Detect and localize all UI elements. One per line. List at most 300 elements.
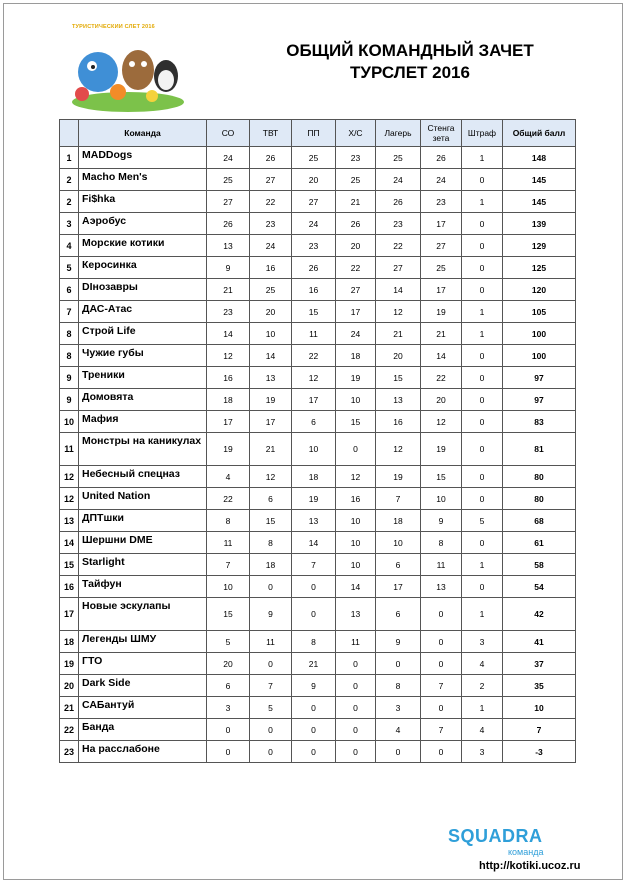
total-cell: 42 bbox=[503, 598, 576, 631]
place-cell: 16 bbox=[60, 576, 79, 598]
penalty-cell: 5 bbox=[462, 510, 503, 532]
hs-cell: 16 bbox=[336, 488, 376, 510]
hs-cell: 24 bbox=[336, 323, 376, 345]
stengazeta-cell: 10 bbox=[421, 488, 462, 510]
total-cell: 54 bbox=[503, 576, 576, 598]
hs-cell: 10 bbox=[336, 532, 376, 554]
tvt-cell: 0 bbox=[250, 741, 292, 763]
results-table bbox=[59, 119, 576, 763]
hs-cell: 10 bbox=[336, 510, 376, 532]
place-cell: 21 bbox=[60, 697, 79, 719]
hs-cell: 0 bbox=[336, 697, 376, 719]
place-cell: 11 bbox=[60, 433, 79, 466]
table-row bbox=[60, 345, 576, 367]
stengazeta-cell: 15 bbox=[421, 466, 462, 488]
tvt-cell: 0 bbox=[250, 653, 292, 675]
camp-cell: 20 bbox=[376, 345, 421, 367]
pp-cell: 0 bbox=[292, 576, 336, 598]
so-cell: 21 bbox=[207, 279, 250, 301]
stengazeta-cell: 11 bbox=[421, 554, 462, 576]
header-team: Команда bbox=[79, 120, 207, 147]
tvt-cell: 21 bbox=[250, 433, 292, 466]
place-cell: 14 bbox=[60, 532, 79, 554]
table-row bbox=[60, 191, 576, 213]
penalty-cell: 3 bbox=[462, 631, 503, 653]
tvt-cell: 13 bbox=[250, 367, 292, 389]
tvt-cell: 25 bbox=[250, 279, 292, 301]
total-cell: 100 bbox=[503, 323, 576, 345]
header-place bbox=[60, 120, 79, 147]
hs-cell: 19 bbox=[336, 367, 376, 389]
so-cell: 0 bbox=[207, 719, 250, 741]
header-camp: Лагерь bbox=[376, 120, 421, 147]
camp-cell: 15 bbox=[376, 367, 421, 389]
so-cell: 0 bbox=[207, 741, 250, 763]
place-cell: 2 bbox=[60, 191, 79, 213]
hs-cell: 17 bbox=[336, 301, 376, 323]
team-name-cell: На расслабоне bbox=[79, 741, 207, 763]
camp-cell: 7 bbox=[376, 488, 421, 510]
hs-cell: 25 bbox=[336, 169, 376, 191]
tvt-cell: 9 bbox=[250, 598, 292, 631]
camp-cell: 9 bbox=[376, 631, 421, 653]
stengazeta-cell: 17 bbox=[421, 279, 462, 301]
team-name-cell: Новые эскулапы bbox=[79, 598, 207, 631]
table-row bbox=[60, 433, 576, 466]
table-row bbox=[60, 213, 576, 235]
stengazeta-cell: 14 bbox=[421, 345, 462, 367]
camp-cell: 19 bbox=[376, 466, 421, 488]
camp-cell: 27 bbox=[376, 257, 421, 279]
so-cell: 24 bbox=[207, 147, 250, 169]
tvt-cell: 22 bbox=[250, 191, 292, 213]
tvt-cell: 6 bbox=[250, 488, 292, 510]
team-name-cell: MADDogs bbox=[79, 147, 207, 169]
place-cell: 5 bbox=[60, 257, 79, 279]
footer-url: http://kotiki.ucoz.ru bbox=[479, 860, 581, 872]
so-cell: 23 bbox=[207, 301, 250, 323]
team-name-cell: Небесный спецназ bbox=[79, 466, 207, 488]
team-name-cell: Строй Life bbox=[79, 323, 207, 345]
camp-cell: 6 bbox=[376, 598, 421, 631]
stengazeta-cell: 24 bbox=[421, 169, 462, 191]
tvt-cell: 17 bbox=[250, 411, 292, 433]
place-cell: 4 bbox=[60, 235, 79, 257]
penalty-cell: 0 bbox=[462, 213, 503, 235]
tvt-cell: 11 bbox=[250, 631, 292, 653]
camp-cell: 18 bbox=[376, 510, 421, 532]
so-cell: 11 bbox=[207, 532, 250, 554]
penalty-cell: 1 bbox=[462, 191, 503, 213]
tvt-cell: 23 bbox=[250, 213, 292, 235]
team-name-cell: Аэробус bbox=[79, 213, 207, 235]
squadra-logo: SQUADRA bbox=[448, 826, 543, 846]
total-cell: 105 bbox=[503, 301, 576, 323]
so-cell: 25 bbox=[207, 169, 250, 191]
table-row bbox=[60, 719, 576, 741]
pp-cell: 19 bbox=[292, 488, 336, 510]
penalty-cell: 2 bbox=[462, 675, 503, 697]
camp-cell: 14 bbox=[376, 279, 421, 301]
place-cell: 8 bbox=[60, 345, 79, 367]
stengazeta-cell: 27 bbox=[421, 235, 462, 257]
so-cell: 27 bbox=[207, 191, 250, 213]
squadra-logo-subtitle: команда bbox=[508, 847, 544, 857]
team-name-cell: САБантуй bbox=[79, 697, 207, 719]
camp-cell: 4 bbox=[376, 719, 421, 741]
pp-cell: 21 bbox=[292, 653, 336, 675]
tvt-cell: 5 bbox=[250, 697, 292, 719]
place-cell: 1 bbox=[60, 147, 79, 169]
camp-cell: 0 bbox=[376, 653, 421, 675]
camp-cell: 26 bbox=[376, 191, 421, 213]
hs-cell: 27 bbox=[336, 279, 376, 301]
place-cell: 12 bbox=[60, 488, 79, 510]
pp-cell: 20 bbox=[292, 169, 336, 191]
team-name-cell: ДПТшки bbox=[79, 510, 207, 532]
table-row bbox=[60, 169, 576, 191]
hs-cell: 10 bbox=[336, 554, 376, 576]
pp-cell: 6 bbox=[292, 411, 336, 433]
penalty-cell: 1 bbox=[462, 697, 503, 719]
total-cell: 125 bbox=[503, 257, 576, 279]
pp-cell: 25 bbox=[292, 147, 336, 169]
so-cell: 8 bbox=[207, 510, 250, 532]
camp-cell: 21 bbox=[376, 323, 421, 345]
results-table-body bbox=[60, 147, 576, 763]
stengazeta-cell: 20 bbox=[421, 389, 462, 411]
so-cell: 19 bbox=[207, 433, 250, 466]
team-name-cell: Легенды ШМУ bbox=[79, 631, 207, 653]
penalty-cell: 1 bbox=[462, 598, 503, 631]
team-name-cell: Dark Side bbox=[79, 675, 207, 697]
hs-cell: 14 bbox=[336, 576, 376, 598]
team-name-cell: Macho Men's bbox=[79, 169, 207, 191]
so-cell: 9 bbox=[207, 257, 250, 279]
table-row bbox=[60, 653, 576, 675]
camp-cell: 17 bbox=[376, 576, 421, 598]
total-cell: 58 bbox=[503, 554, 576, 576]
header-total: Общий балл bbox=[503, 120, 576, 147]
place-cell: 18 bbox=[60, 631, 79, 653]
so-cell: 14 bbox=[207, 323, 250, 345]
total-cell: 7 bbox=[503, 719, 576, 741]
pp-cell: 23 bbox=[292, 235, 336, 257]
header-hs: Х/С bbox=[336, 120, 376, 147]
team-name-cell: Мафия bbox=[79, 411, 207, 433]
hs-cell: 10 bbox=[336, 389, 376, 411]
total-cell: 41 bbox=[503, 631, 576, 653]
tvt-cell: 18 bbox=[250, 554, 292, 576]
penalty-cell: 1 bbox=[462, 323, 503, 345]
pp-cell: 15 bbox=[292, 301, 336, 323]
stengazeta-cell: 0 bbox=[421, 741, 462, 763]
table-row bbox=[60, 367, 576, 389]
team-name-cell: Банда bbox=[79, 719, 207, 741]
so-cell: 10 bbox=[207, 576, 250, 598]
stengazeta-cell: 0 bbox=[421, 697, 462, 719]
stengazeta-cell: 7 bbox=[421, 719, 462, 741]
table-row bbox=[60, 235, 576, 257]
stengazeta-cell: 19 bbox=[421, 433, 462, 466]
table-row bbox=[60, 598, 576, 631]
camp-cell: 0 bbox=[376, 741, 421, 763]
table-row bbox=[60, 279, 576, 301]
tvt-cell: 8 bbox=[250, 532, 292, 554]
camp-cell: 22 bbox=[376, 235, 421, 257]
hs-cell: 0 bbox=[336, 675, 376, 697]
header-tvt: ТВТ bbox=[250, 120, 292, 147]
total-cell: -3 bbox=[503, 741, 576, 763]
camp-cell: 6 bbox=[376, 554, 421, 576]
table-row bbox=[60, 532, 576, 554]
tvt-cell: 14 bbox=[250, 345, 292, 367]
team-name-cell: United Nation bbox=[79, 488, 207, 510]
event-logo bbox=[68, 22, 188, 114]
pp-cell: 0 bbox=[292, 697, 336, 719]
penalty-cell: 0 bbox=[462, 345, 503, 367]
pp-cell: 14 bbox=[292, 532, 336, 554]
place-cell: 7 bbox=[60, 301, 79, 323]
total-cell: 83 bbox=[503, 411, 576, 433]
table-row bbox=[60, 301, 576, 323]
pp-cell: 0 bbox=[292, 598, 336, 631]
pp-cell: 18 bbox=[292, 466, 336, 488]
table-row bbox=[60, 488, 576, 510]
tvt-cell: 24 bbox=[250, 235, 292, 257]
stengazeta-cell: 17 bbox=[421, 213, 462, 235]
penalty-cell: 0 bbox=[462, 433, 503, 466]
team-name-cell: Шершни DME bbox=[79, 532, 207, 554]
hs-cell: 26 bbox=[336, 213, 376, 235]
hs-cell: 13 bbox=[336, 598, 376, 631]
so-cell: 4 bbox=[207, 466, 250, 488]
table-row bbox=[60, 323, 576, 345]
table-row bbox=[60, 697, 576, 719]
table-row bbox=[60, 554, 576, 576]
team-name-cell: Starlight bbox=[79, 554, 207, 576]
stengazeta-cell: 9 bbox=[421, 510, 462, 532]
hs-cell: 22 bbox=[336, 257, 376, 279]
header-so: СО bbox=[207, 120, 250, 147]
penalty-cell: 0 bbox=[462, 235, 503, 257]
penalty-cell: 3 bbox=[462, 741, 503, 763]
penalty-cell: 0 bbox=[462, 367, 503, 389]
total-cell: 97 bbox=[503, 367, 576, 389]
place-cell: 10 bbox=[60, 411, 79, 433]
camp-cell: 13 bbox=[376, 389, 421, 411]
camp-cell: 8 bbox=[376, 675, 421, 697]
title-line-1: ОБЩИЙ КОМАНДНЫЙ ЗАЧЕТ bbox=[286, 41, 534, 60]
table-row bbox=[60, 741, 576, 763]
hs-cell: 11 bbox=[336, 631, 376, 653]
stengazeta-cell: 19 bbox=[421, 301, 462, 323]
place-cell: 9 bbox=[60, 389, 79, 411]
so-cell: 13 bbox=[207, 235, 250, 257]
header-stengazeta: Стенга зета bbox=[421, 120, 462, 147]
penalty-cell: 0 bbox=[462, 411, 503, 433]
pp-cell: 0 bbox=[292, 719, 336, 741]
so-cell: 26 bbox=[207, 213, 250, 235]
team-name-cell: DIнозавры bbox=[79, 279, 207, 301]
place-cell: 20 bbox=[60, 675, 79, 697]
total-cell: 100 bbox=[503, 345, 576, 367]
pp-cell: 27 bbox=[292, 191, 336, 213]
team-name-cell: ГТО bbox=[79, 653, 207, 675]
penalty-cell: 0 bbox=[462, 532, 503, 554]
hs-cell: 21 bbox=[336, 191, 376, 213]
tvt-cell: 0 bbox=[250, 576, 292, 598]
so-cell: 18 bbox=[207, 389, 250, 411]
tvt-cell: 10 bbox=[250, 323, 292, 345]
stengazeta-cell: 13 bbox=[421, 576, 462, 598]
table-row bbox=[60, 631, 576, 653]
penalty-cell: 0 bbox=[462, 466, 503, 488]
tvt-cell: 15 bbox=[250, 510, 292, 532]
total-cell: 80 bbox=[503, 466, 576, 488]
place-cell: 2 bbox=[60, 169, 79, 191]
tvt-cell: 20 bbox=[250, 301, 292, 323]
place-cell: 19 bbox=[60, 653, 79, 675]
camp-cell: 10 bbox=[376, 532, 421, 554]
pp-cell: 7 bbox=[292, 554, 336, 576]
hs-cell: 15 bbox=[336, 411, 376, 433]
total-cell: 129 bbox=[503, 235, 576, 257]
penalty-cell: 0 bbox=[462, 169, 503, 191]
so-cell: 16 bbox=[207, 367, 250, 389]
hs-cell: 0 bbox=[336, 741, 376, 763]
hs-cell: 0 bbox=[336, 719, 376, 741]
total-cell: 81 bbox=[503, 433, 576, 466]
team-name-cell: Монстры на каникулах bbox=[79, 433, 207, 466]
so-cell: 22 bbox=[207, 488, 250, 510]
pp-cell: 10 bbox=[292, 433, 336, 466]
penalty-cell: 1 bbox=[462, 301, 503, 323]
header-penalty: Штраф bbox=[462, 120, 503, 147]
so-cell: 17 bbox=[207, 411, 250, 433]
tvt-cell: 16 bbox=[250, 257, 292, 279]
total-cell: 10 bbox=[503, 697, 576, 719]
penalty-cell: 1 bbox=[462, 554, 503, 576]
hs-cell: 18 bbox=[336, 345, 376, 367]
tvt-cell: 26 bbox=[250, 147, 292, 169]
table-row bbox=[60, 147, 576, 169]
team-name-cell: Тайфун bbox=[79, 576, 207, 598]
total-cell: 145 bbox=[503, 191, 576, 213]
so-cell: 12 bbox=[207, 345, 250, 367]
total-cell: 139 bbox=[503, 213, 576, 235]
hs-cell: 20 bbox=[336, 235, 376, 257]
penalty-cell: 4 bbox=[462, 653, 503, 675]
hs-cell: 0 bbox=[336, 433, 376, 466]
table-row bbox=[60, 257, 576, 279]
stengazeta-cell: 26 bbox=[421, 147, 462, 169]
team-name-cell: Керосинка bbox=[79, 257, 207, 279]
camp-cell: 12 bbox=[376, 301, 421, 323]
pp-cell: 11 bbox=[292, 323, 336, 345]
title-line-2: ТУРСЛЕТ 2016 bbox=[350, 63, 470, 82]
stengazeta-cell: 25 bbox=[421, 257, 462, 279]
penalty-cell: 0 bbox=[462, 576, 503, 598]
place-cell: 23 bbox=[60, 741, 79, 763]
tvt-cell: 12 bbox=[250, 466, 292, 488]
pp-cell: 13 bbox=[292, 510, 336, 532]
stengazeta-cell: 8 bbox=[421, 532, 462, 554]
header-pp: ПП bbox=[292, 120, 336, 147]
place-cell: 6 bbox=[60, 279, 79, 301]
table-row bbox=[60, 466, 576, 488]
so-cell: 5 bbox=[207, 631, 250, 653]
stengazeta-cell: 22 bbox=[421, 367, 462, 389]
pp-cell: 8 bbox=[292, 631, 336, 653]
document-title bbox=[226, 40, 594, 84]
pp-cell: 0 bbox=[292, 741, 336, 763]
penalty-cell: 0 bbox=[462, 389, 503, 411]
pp-cell: 24 bbox=[292, 213, 336, 235]
tvt-cell: 19 bbox=[250, 389, 292, 411]
place-cell: 17 bbox=[60, 598, 79, 631]
total-cell: 61 bbox=[503, 532, 576, 554]
so-cell: 7 bbox=[207, 554, 250, 576]
hs-cell: 23 bbox=[336, 147, 376, 169]
total-cell: 35 bbox=[503, 675, 576, 697]
place-cell: 22 bbox=[60, 719, 79, 741]
penalty-cell: 0 bbox=[462, 488, 503, 510]
place-cell: 12 bbox=[60, 466, 79, 488]
hs-cell: 0 bbox=[336, 653, 376, 675]
team-name-cell: Fi$hka bbox=[79, 191, 207, 213]
penalty-cell: 0 bbox=[462, 279, 503, 301]
place-cell: 15 bbox=[60, 554, 79, 576]
total-cell: 97 bbox=[503, 389, 576, 411]
tvt-cell: 27 bbox=[250, 169, 292, 191]
stengazeta-cell: 0 bbox=[421, 653, 462, 675]
cartoon-characters-image bbox=[68, 32, 188, 114]
so-cell: 20 bbox=[207, 653, 250, 675]
penalty-cell: 4 bbox=[462, 719, 503, 741]
table-row bbox=[60, 510, 576, 532]
team-name-cell: Домовята bbox=[79, 389, 207, 411]
so-cell: 3 bbox=[207, 697, 250, 719]
pp-cell: 12 bbox=[292, 367, 336, 389]
camp-cell: 12 bbox=[376, 433, 421, 466]
pp-cell: 22 bbox=[292, 345, 336, 367]
table-row bbox=[60, 576, 576, 598]
camp-cell: 16 bbox=[376, 411, 421, 433]
penalty-cell: 0 bbox=[462, 257, 503, 279]
place-cell: 3 bbox=[60, 213, 79, 235]
stengazeta-cell: 0 bbox=[421, 598, 462, 631]
hs-cell: 12 bbox=[336, 466, 376, 488]
pp-cell: 17 bbox=[292, 389, 336, 411]
tvt-cell: 0 bbox=[250, 719, 292, 741]
total-cell: 68 bbox=[503, 510, 576, 532]
camp-cell: 24 bbox=[376, 169, 421, 191]
stengazeta-cell: 7 bbox=[421, 675, 462, 697]
stengazeta-cell: 23 bbox=[421, 191, 462, 213]
pp-cell: 16 bbox=[292, 279, 336, 301]
pp-cell: 9 bbox=[292, 675, 336, 697]
place-cell: 9 bbox=[60, 367, 79, 389]
tvt-cell: 7 bbox=[250, 675, 292, 697]
camp-cell: 25 bbox=[376, 147, 421, 169]
pp-cell: 26 bbox=[292, 257, 336, 279]
total-cell: 120 bbox=[503, 279, 576, 301]
total-cell: 37 bbox=[503, 653, 576, 675]
table-row bbox=[60, 389, 576, 411]
team-name-cell: ДАС-Атас bbox=[79, 301, 207, 323]
total-cell: 148 bbox=[503, 147, 576, 169]
